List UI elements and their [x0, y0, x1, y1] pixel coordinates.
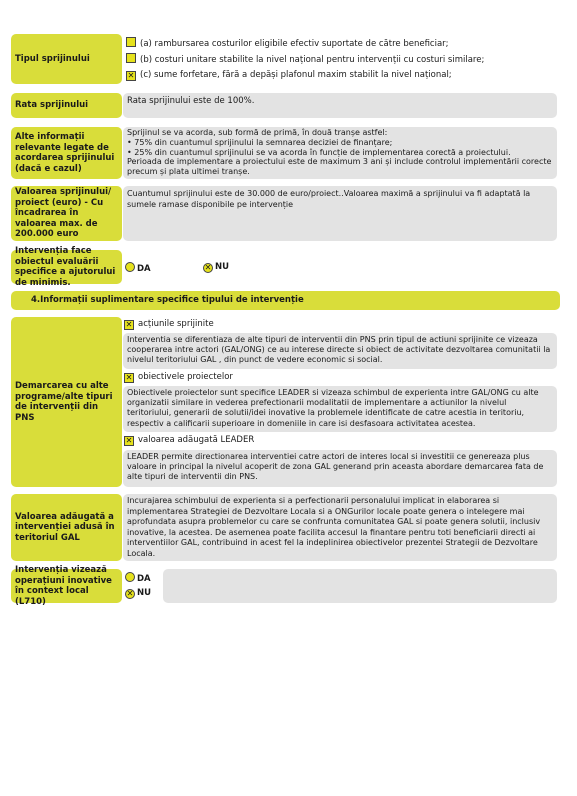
- demarcare-heading-obiective[interactable]: ✕ obiectivele proiectelor: [125, 372, 233, 382]
- option-c[interactable]: ✕ (c) sume forfetare, fără a depăși plafonul maxim stabilit la nivel național;: [127, 70, 452, 80]
- valoarea-adaugata-content: Incurajarea schimbului de experienta si a perfectionarii personalului implicat in elaborarea si implementarea Strategiei de Dezvoltare Locala si a ONGurilor locale poate genera o intelegere mai aprofundata asupra problemelor cu care se confrunta comunitatea GAL si poate genera solutii, inclusiv inovative, la acestea. De asemenea poate facilita accesul la finantare pentru toti beneficiarii directi ai interventiilor GAL, contribuind in acest fel la indeplinirea obiectivelor prezentei Strategii de Dezvoltare Locala.: [123, 494, 557, 561]
- section-4-header: 4.Informații suplimentare specifice tipului de intervenție: [11, 291, 560, 310]
- demarcare-text-actiuni: Interventia se diferentiaza de alte tipuri de interventii din PNS prin tipul de actiuni sprijinite ce vizeaza cooperarea intre actori (GAL/ONG) ce au interese directe si obiect de activitate dezvoltarea comunitatii la nivelul teritoriului GAL , din punct de vedere economic si social.: [123, 333, 557, 369]
- inovative-da-option[interactable]: DA: [125, 572, 151, 585]
- inovative-empty-box: [163, 569, 557, 603]
- demarcare-heading-valoare[interactable]: ✕ valoarea adăugată LEADER: [125, 435, 255, 445]
- valoarea-content: Cuantumul sprijinului este de 30.000 de euro/proiect..Valoarea maximă a sprijinului va fi adaptată la sumele ramase disponibile pe intervenție: [123, 186, 557, 241]
- checkbox-valoare-checked-icon[interactable]: ✕: [125, 436, 133, 445]
- radio-da-icon[interactable]: [125, 262, 135, 272]
- rata-content: Rata sprijinului este de 100%.: [123, 93, 557, 118]
- radio-nu-checked-icon[interactable]: ✕: [204, 263, 212, 272]
- checkbox-actiuni-checked-icon[interactable]: ✕: [125, 320, 133, 329]
- label-operatiuni-inovative: Intervenția vizează operațiuni inovative în context local (L710): [11, 569, 122, 603]
- label-rata-sprijinului: Rata sprijinului: [11, 93, 122, 118]
- demarcare-text-valoare: LEADER permite directionarea interventiei catre actori de interes local si investitii ce genereaza plus valoare in principal la nivelul acoperit de zona GAL generand prin aceasta abordare demarcarea fata de alte tipuri de interventii din PNS.: [123, 450, 557, 487]
- option-a[interactable]: (a) rambursarea costurilor eligibile efectiv suportate de către beneficiar;: [126, 37, 449, 50]
- checkbox-c-checked-icon[interactable]: ✕: [127, 71, 135, 80]
- inovative-nu-option[interactable]: ✕ NU: [126, 588, 152, 598]
- evaluare-nu-option[interactable]: ✕ NU: [204, 262, 230, 272]
- checkbox-obiective-checked-icon[interactable]: ✕: [125, 373, 133, 382]
- radio-inovative-nu-checked-icon[interactable]: ✕: [126, 589, 134, 598]
- label-valoarea-adaugata: Valoarea adăugată a intervenției adusă în teritoriul GAL: [11, 494, 122, 561]
- evaluare-da-option[interactable]: DA: [125, 262, 151, 275]
- label-valoarea-sprijinului: Valoarea sprijinului/ proiect (euro) - Cu încadrarea în valoarea max. de 200.000 euro: [11, 186, 122, 241]
- label-evaluare-minimis: Intervenția face obiectul evaluării specifice a ajutorului de minimis.: [11, 250, 122, 284]
- label-tipul-sprijinului: Tipul sprijinului: [11, 34, 122, 84]
- checkbox-a-icon[interactable]: [126, 37, 136, 47]
- demarcare-text-obiective: Obiectivele proiectelor sunt specifice LEADER si vizeaza schimbul de experienta intre GAL/ONG cu alte organizatii similare in vederea prefectionarii modalitatii de implementare a actiunilor la nivelul teritoriului, generarii de solutii/idei inovative la problemele identificate de catre acestia in teritoriu, respectiv a calificarii superioare in domeniile in care isi desfasoara activitatea acestea.: [123, 386, 557, 432]
- alte-content: Sprijinul se va acorda, sub formă de primă, în două tranșe astfel: • 75% din cuantumul sprijinului la semnarea deciziei de finanțare; • 25% din cuantumul sprijinului se va acorda în funcție de implementarea corectă a proiectului. Perioada de implementare a proiectului este de maximum 3 ani și include controlul implementării corecte precum și plata ultimei tranșe.: [123, 127, 557, 179]
- checkbox-b-icon[interactable]: [126, 53, 136, 63]
- label-alte-informatii: Alte informații relevante legate de acordarea sprijinului (dacă e cazul): [11, 127, 122, 179]
- radio-inovative-da-icon[interactable]: [125, 572, 135, 582]
- label-demarcarea: Demarcarea cu alte programe/alte tipuri de intervenții din PNS: [11, 317, 122, 487]
- demarcare-heading-actiuni[interactable]: ✕ acțiunile sprijinite: [125, 319, 214, 329]
- option-b[interactable]: (b) costuri unitare stabilite la nivel național pentru intervenții cu costuri similare;: [126, 53, 484, 66]
